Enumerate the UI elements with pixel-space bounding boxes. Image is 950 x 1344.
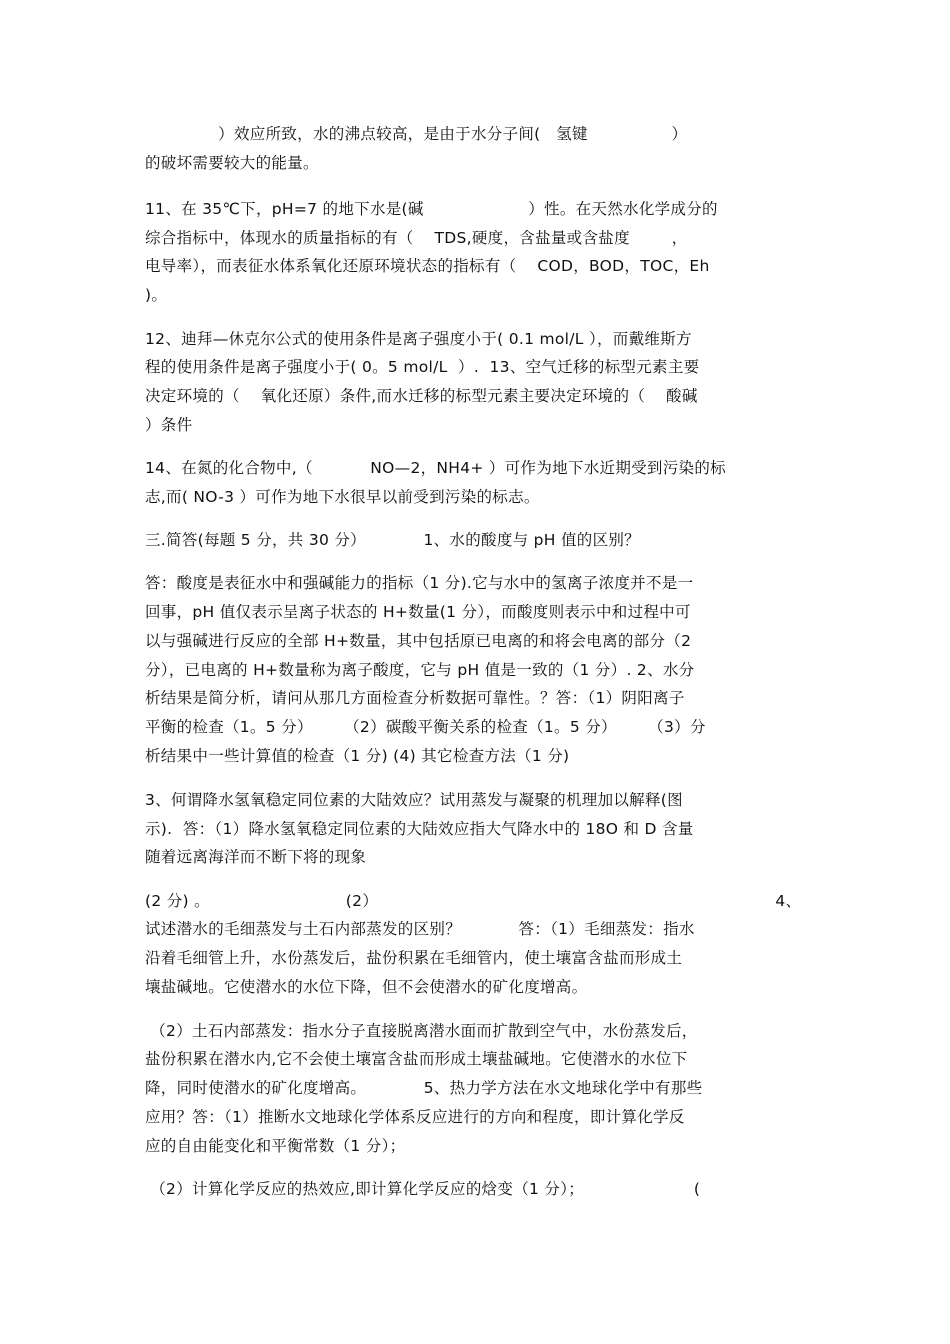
text-line: ）条件 <box>145 416 193 434</box>
text-line: 志,而( NO-3 ）可作为地下水很早以前受到污染的标志。 <box>145 488 540 506</box>
text-line: 电导率），而表征水体系氧化还原环境状态的指标有（ COD，BOD，TOC，Eh <box>145 257 710 275</box>
text-line: （2）计算化学反应的热效应,即计算化学反应的焓变（1 分）； ( <box>145 1180 701 1198</box>
text-line: 决定环境的（ 氧化还原）条件,而水迁移的标型元素主要决定环境的（ 酸碱 <box>145 387 698 405</box>
text-line: 以与强碱进行反应的全部 H+数量，其中包括原已电离的和将会电离的部分（2 <box>145 632 692 650</box>
text-line: ）效应所致，水的沸点较高，是由于水分子间( 氢键 ） <box>145 125 688 143</box>
text-line: 分），已电离的 H+数量称为离子酸度，它与 pH 值是一致的（1 分）. 2、水分 <box>145 661 695 679</box>
text-line: 沿着毛细管上升，水份蒸发后，盐份积累在毛细管内，使土壤富含盐而形成土 <box>145 949 683 967</box>
text-line: 析结果中一些计算值的检查（1 分) (4) 其它检查方法（1 分) <box>145 747 570 765</box>
text-line: 答：酸度是表征水中和强碱能力的指标（1 分).它与水中的氢离子浓度并不是一 <box>145 574 694 592</box>
section-heading: 三.简答(每题 5 分，共 30 分） 1、水的酸度与 pH 值的区别？ <box>145 531 640 549</box>
text-line: 平衡的检查（1。5 分） （2）碳酸平衡关系的检查（1。5 分） （3）分 <box>145 718 706 736</box>
text-line: 示). 答：（1）降水氢氧稳定同位素的大陆效应指大气降水中的 18O 和 D 含量 <box>145 820 694 838</box>
text-line: 14、在氮的化合物中,（ NO—2，NH4+ ）可作为地下水近期受到污染的标 <box>145 459 726 477</box>
text-line: 试述潜水的毛细蒸发与土石内部蒸发的区别？ 答：（1）毛细蒸发：指水 <box>145 920 695 938</box>
text-line: 回事，pH 值仅表示呈离子状态的 H+数量(1 分），而酸度则表示中和过程中可 <box>145 603 691 621</box>
text-line: 降，同时使潜水的矿化度增高。 5、热力学方法在水文地球化学中有那些 <box>145 1079 703 1097</box>
text-line: 随着远离海洋而不断下将的现象 <box>145 848 367 866</box>
text-line: 析结果是简分析，请问从那几方面检查分析数据可靠性。？答：（1）阴阳离子 <box>145 689 685 707</box>
text-line: )。 <box>145 286 168 304</box>
text-line: 12、迪拜—休克尔公式的使用条件是离子强度小于( 0.1 mol/L ），而戴维斯方 <box>145 330 692 348</box>
text-line: （2）土石内部蒸发：指水分子直接脱离潜水面而扩散到空气中，水份蒸发后， <box>145 1022 698 1040</box>
text-line: 综合指标中，体现水的质量指标的有（ TDS,硬度，含盐量或含盐度 ， <box>145 229 688 247</box>
text-line: 壤盐碱地。它使潜水的水位下降，但不会使潜水的矿化度增高。 <box>145 978 588 996</box>
text-line: 的破坏需要较大的能量。 <box>145 154 319 172</box>
text-line: 3、何谓降水氢氧稳定同位素的大陆效应？试用蒸发与凝聚的机理加以解释(图 <box>145 791 683 809</box>
text-line: 程的使用条件是离子强度小于( 0。5 mol/L ）. 13、空气迁移的标型元素主要 <box>145 358 700 376</box>
text-line: (2 分) 。 (2） 4、 <box>145 892 802 910</box>
text-line: 应用？答：（1）推断水文地球化学体系反应进行的方向和程度，即计算化学反 <box>145 1108 685 1126</box>
text-line: 11、在 35℃下，pH=7 的地下水是(碱 ）性。在天然水化学成分的 <box>145 200 718 218</box>
text-line: 盐份积累在潜水内,它不会使土壤富含盐而形成土壤盐碱地。它使潜水的水位下 <box>145 1050 688 1068</box>
text-line: 应的自由能变化和平衡常数（1 分）； <box>145 1137 406 1155</box>
